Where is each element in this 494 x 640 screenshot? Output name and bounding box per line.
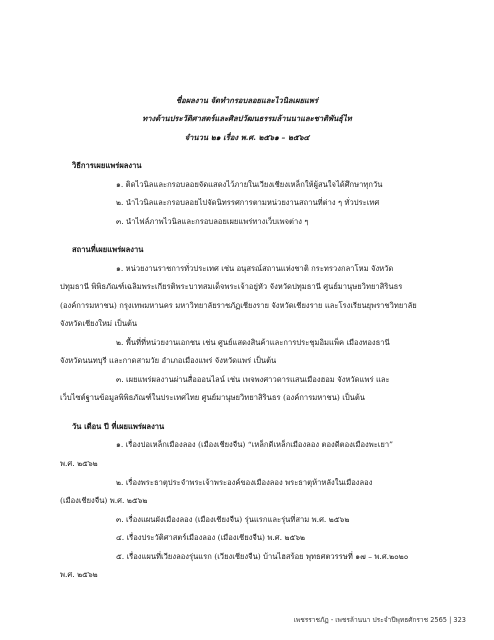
list-item: ๒. นำไวนิลและกรอบลอยไปจัดนิทรรศการตามหน่วยงานสถานที่ต่าง ๆ ทั่วประเทศ	[116, 198, 380, 207]
paragraph-line: ๓. เผยแพร่ผลงานผ่านสื่อออนไลน์ เช่น เพจพงศาวดารแสนเมืองฮอม จังหวัดแพร่ และ	[116, 375, 390, 384]
document-title-line-3: จำนวน ๒๑ เรื่อง พ.ศ. ๒๕๖๑ – ๒๕๖๔	[184, 133, 310, 142]
document-title-line-2: ทางด้านประวัติศาสตร์และศิลปวัฒนธรรมล้านนาและชาติพันธุ์ไท	[142, 114, 352, 123]
paragraph-line: ๒. เรื่องพระธาตุประจำพระเจ้าพระองค์ของเมืองลอง พระธาตุห้าหลังในเมืองลอง	[116, 478, 373, 487]
section-heading-dissemination-dates: วัน เดือน ปี ที่เผยแพร่ผลงาน	[72, 422, 165, 431]
paragraph-line: พ.ศ. ๒๕๖๒	[60, 570, 98, 579]
paragraph-line: เว็บไซต์ฐานข้อมูลพิพิธภัณฑ์ในประเทศไทย ศูนย์มานุษยวิทยาสิรินธร (องค์การมหาชน) เป็นต้น	[60, 393, 365, 402]
list-item: ๓. นำไฟล์ภาพไวนิลและกรอบลอยเผยแพร่ทางเว็บเพจต่าง ๆ	[116, 217, 309, 226]
paragraph-line: (เมืองเชียงจืน) พ.ศ. ๒๕๖๒	[60, 496, 148, 505]
document-title-line-1: ชื่อผลงาน จัดทำกรอบลอยและไวนิลเผยแพร่	[175, 96, 319, 105]
paragraph-line: ๑. เรื่องปอเหล็กเมืองลอง (เมืองเชียงจืน) “เหล็กดีเหล็กเมืองลอง ตองดีตองเมืองพะเยา”	[116, 440, 393, 449]
paragraph-line: ๑. หน่วยงานราชการทั่วประเทศ เช่น อนุสรณ์สถานแห่งชาติ กระทรวงกลาโหม จังหวัด	[116, 264, 394, 273]
paragraph-line: ๓. เรื่องแผนผังเมืองลอง (เมืองเชียงจืน) รุ่นแรกและรุ่นที่สาม พ.ศ. ๒๕๖๒	[116, 515, 350, 524]
paragraph-line: ๒. พื้นที่ที่หน่วยงานเอกชน เช่น ศูนย์แสดงสินค้าและการประชุมอิมแพ็ค เมืองทองธานี	[116, 338, 390, 347]
page-footer: เพชรราชภัฏ - เพชรล้านนา ประจำปีพุทธศักราช 2565 | 323	[293, 616, 466, 624]
paragraph-line: จังหวัดเชียงใหม่ เป็นต้น	[60, 319, 138, 328]
paragraph-line: ปทุมธานี พิพิธภัณฑ์เฉลิมพระเกียรติพระบาทสมเด็จพระเจ้าอยู่หัว จังหวัดปทุมธานี ศูนย์มานุษยวิทยาสิรินธร	[60, 282, 403, 291]
paragraph-line: พ.ศ. ๒๕๖๒	[60, 459, 98, 468]
paragraph-line: (องค์การมหาชน) กรุงเทพมหานคร มหาวิทยาลัยราชภัฏเชียงราย จังหวัดเชียงราย และโรงเรียนยุพราชวิทยาลัย	[60, 301, 417, 310]
paragraph-line: ๔. เรื่องประวัติศาสตร์เมืองลอง (เมืองเชียงจืน) พ.ศ. ๒๕๖๒	[116, 533, 306, 542]
section-heading-dissemination-method: วิธีการเผยแพร่ผลงาน	[72, 161, 142, 170]
paragraph-line: จังหวัดนนทบุรี และกาดสามวัย อำเภอเมืองแพร่ จังหวัดแพร่ เป็นต้น	[60, 356, 277, 365]
list-item: ๑. ติดไวนิลและกรอบลอยจัดแสดงไว้ภายในเวียงเชียงเหล็กให้ผู้สนใจได้ศึกษาทุกวัน	[116, 180, 383, 189]
paragraph-line: ๕. เรื่องแผนที่เวียงลองรุ่นแรก (เวียงเชียงจืน) บ้านไฮสร้อย พุทธศตวรรษที่ ๑๗ – พ.ศ.๒๐๒๐	[116, 552, 409, 561]
section-heading-dissemination-places: สถานที่เผยแพร่ผลงาน	[72, 245, 144, 254]
